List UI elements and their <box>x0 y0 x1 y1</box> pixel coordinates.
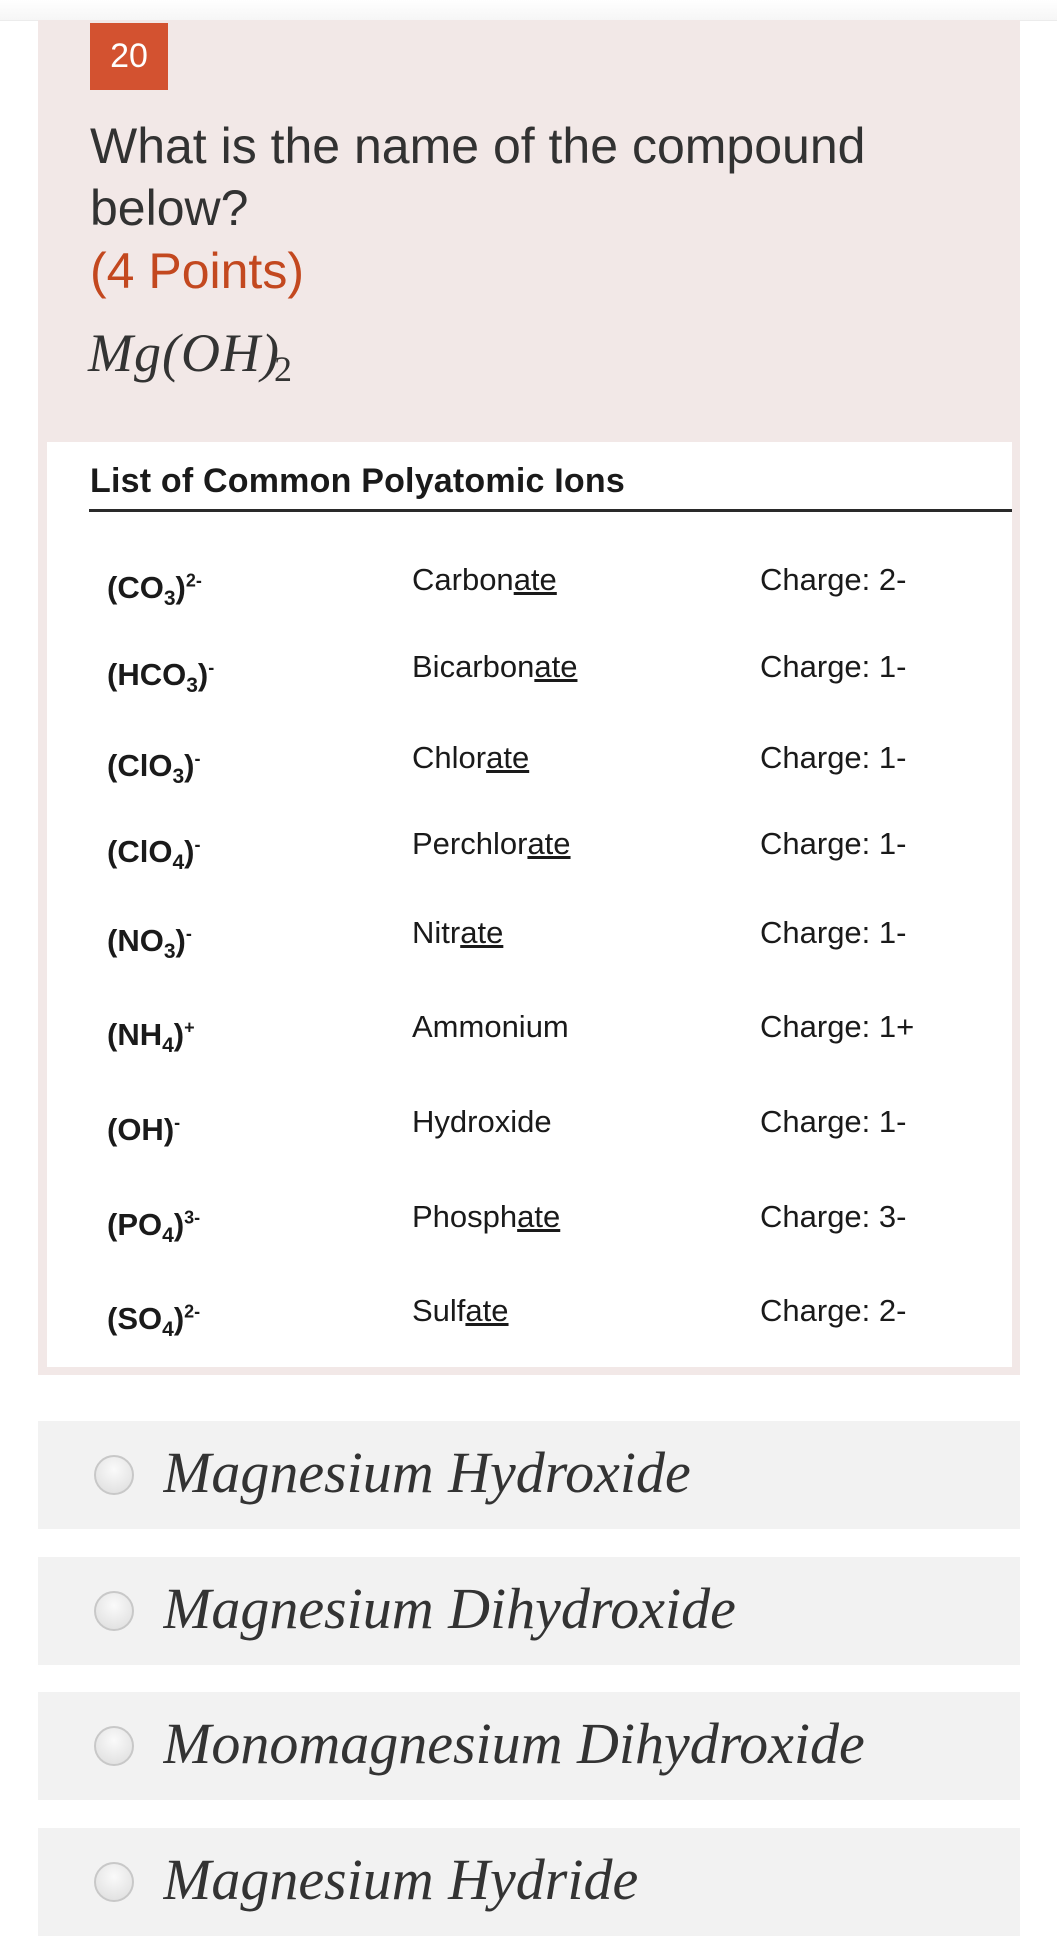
ion-formula: $(NH_4)^+$ <box>107 1017 195 1058</box>
ion-row <box>47 1293 1012 1343</box>
ion-charge: Charge: 3- <box>760 1199 907 1234</box>
ion-name: Sulfate <box>412 1293 509 1328</box>
ion-formula: $(HCO_3)^-$ <box>107 657 215 698</box>
ion-charge: Charge: 1- <box>760 1104 907 1139</box>
ion-formula: (OH)- <box>107 1112 181 1147</box>
ion-formula: $(CO_3)^{2-}$ <box>107 570 202 611</box>
ion-name: Phosphate <box>412 1199 561 1234</box>
answer-option-1[interactable] <box>38 1421 1020 1529</box>
ion-row <box>47 740 1012 790</box>
ion-row <box>47 915 1012 965</box>
ion-charge: Charge: 2- <box>760 1293 907 1328</box>
answer-option-label[interactable]: Magnesium Hydroxide <box>163 1440 691 1505</box>
ion-formula: $(SO_4)^{2-}$ <box>107 1301 201 1342</box>
compound-formula-subscript: 2 <box>273 349 293 389</box>
radio-unchecked-icon[interactable] <box>94 1455 134 1495</box>
ion-row <box>47 1104 1012 1154</box>
ion-row <box>47 1009 1012 1059</box>
ion-table-divider <box>89 509 1012 512</box>
top-bar-edge <box>0 0 1057 21</box>
question-number-badge: 20 <box>90 23 168 90</box>
ion-name: Perchlorate <box>412 826 571 861</box>
ion-name: Ammonium <box>412 1009 569 1044</box>
answer-option-3[interactable] <box>38 1692 1020 1800</box>
radio-unchecked-icon[interactable] <box>94 1862 134 1902</box>
compound-formula-base: Mg(OH) <box>88 323 280 383</box>
ion-row <box>47 826 1012 876</box>
ion-name: Carbonate <box>412 562 557 597</box>
ion-formula: (ClO$_4$)- <box>107 834 201 875</box>
ion-name: Hydroxide <box>412 1104 552 1139</box>
polyatomic-ion-image <box>47 442 1012 1367</box>
ion-formula: (ClO$_3$)- <box>107 748 201 789</box>
ion-charge: Charge: 1- <box>760 740 907 775</box>
question-points: (4 Points) <box>90 243 304 299</box>
answer-option-label[interactable]: Magnesium Dihydroxide <box>163 1576 736 1641</box>
ion-formula: $(NO_3)^-$ <box>107 923 192 964</box>
answer-option-label[interactable]: Magnesium Hydride <box>163 1847 639 1912</box>
question-text: What is the name of the compound below? <box>90 118 866 236</box>
radio-unchecked-icon[interactable] <box>94 1591 134 1631</box>
ion-charge: Charge: 1- <box>760 915 907 950</box>
ion-name: Chlorate <box>412 740 530 775</box>
ion-row <box>47 562 1012 612</box>
ion-row <box>47 1199 1012 1249</box>
ion-table-title: List of Common Polyatomic Ions <box>90 462 625 500</box>
ion-charge: Charge: 1- <box>760 649 907 684</box>
ion-name: Nitrate <box>412 915 504 950</box>
ion-name: Bicarbonate <box>412 649 578 684</box>
ion-row <box>47 649 1012 699</box>
answer-option-2[interactable] <box>38 1557 1020 1665</box>
ion-charge: Charge: 2- <box>760 562 907 597</box>
ion-charge: Charge: 1- <box>760 826 907 861</box>
answer-option-label[interactable]: Monomagnesium Dihydroxide <box>163 1711 865 1776</box>
radio-unchecked-icon[interactable] <box>94 1726 134 1766</box>
compound-formula <box>88 322 293 389</box>
ion-charge: Charge: 1+ <box>760 1009 915 1044</box>
ion-formula: $(PO_4)^{3-}$ <box>107 1207 201 1248</box>
